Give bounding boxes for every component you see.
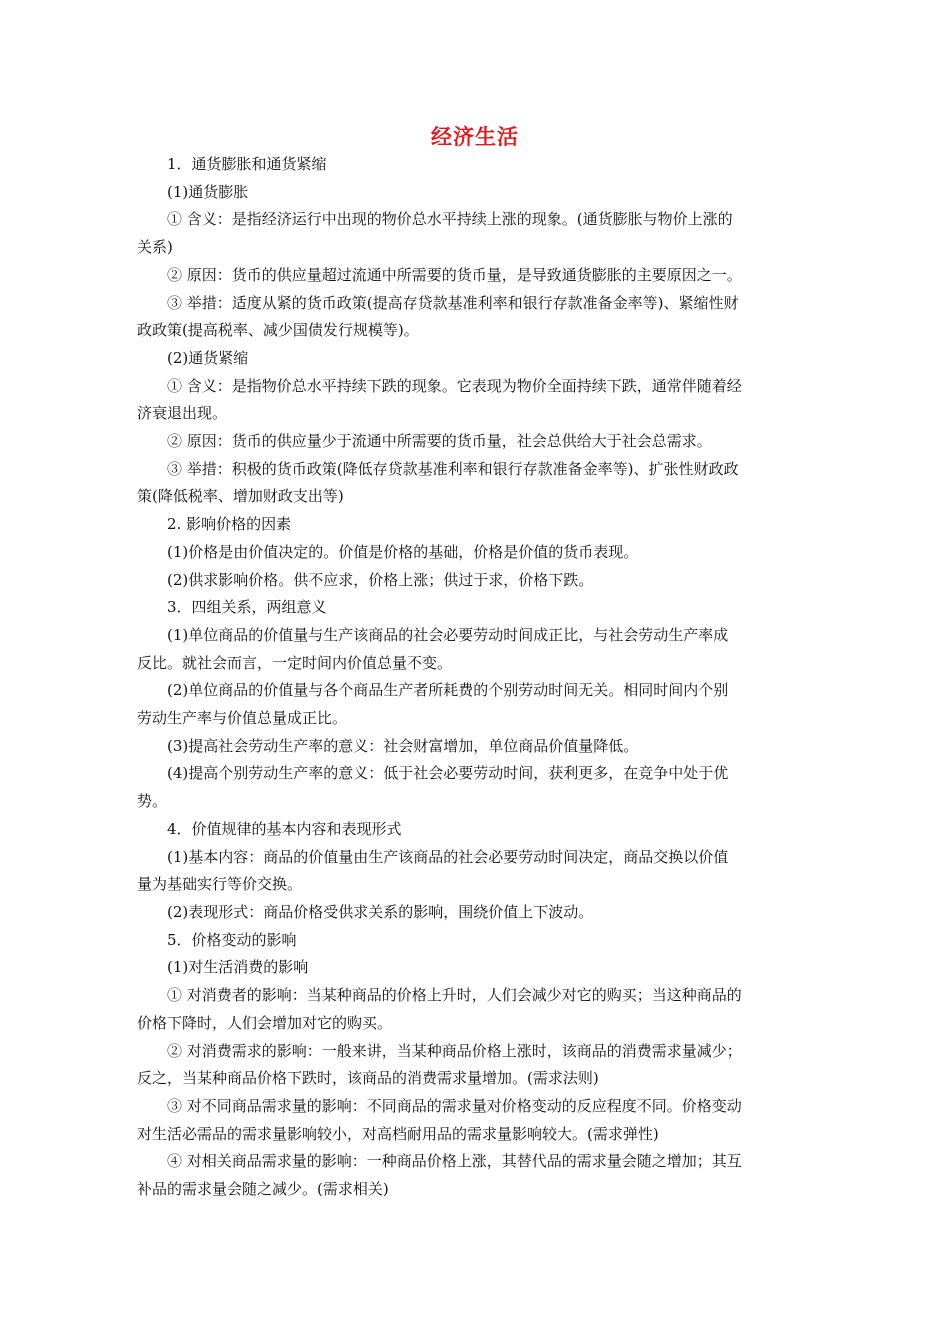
text-line: ③ 举措：适度从紧的货币政策(提高存贷款基准利率和银行存款准备金率等)、紧缩性财 — [167, 293, 739, 312]
text-line: (1)单位商品的价值量与生产该商品的社会必要劳动时间成正比，与社会劳动生产率成 — [167, 625, 729, 644]
text-line: (4)提高个别劳动生产率的意义：低于社会必要劳动时间，获利更多，在竞争中处于优 — [167, 764, 729, 783]
text-line: (1)价格是由价值决定的。价值是价格的基础，价格是价值的货币表现。 — [167, 542, 639, 561]
text-line: 劳动生产率与价值总量成正比。 — [137, 709, 348, 728]
text-line: ① 含义：是指经济运行中出现的物价总水平持续上涨的现象。(通货膨胀与物价上涨的 — [167, 210, 733, 229]
text-line: ② 对消费需求的影响：一般来讲，当某种商品价格上涨时，该商品的消费需求量减少； — [167, 1041, 742, 1060]
text-line: 政政策(提高税率、减少国债发行规模等)。 — [137, 321, 419, 340]
text-line: 量为基础实行等价交换。 — [137, 875, 303, 894]
text-line: ① 含义：是指物价总水平持续下跌的现象。它表现为物价全面持续下跌，通常伴随着经 — [167, 376, 742, 395]
text-line: (1)通货膨胀 — [167, 182, 249, 201]
text-line: (1)对生活消费的影响 — [167, 958, 309, 977]
text-line: ③ 举措：积极的货币政策(降低存贷款基准利率和银行存款准备金率等)、扩张性财政政 — [167, 459, 739, 478]
page-title: 经济生活 — [431, 124, 519, 149]
text-line: (1)基本内容：商品的价值量由生产该商品的社会必要劳动时间决定，商品交换以价值 — [167, 847, 729, 866]
text-line: 价格下降时，人们会增加对它的购买。 — [137, 1013, 393, 1032]
text-line: (2)供求影响价格。供不应求，价格上涨；供过于求，价格下跌。 — [167, 570, 594, 589]
text-line: 补品的需求量会随之减少。(需求相关) — [137, 1180, 389, 1199]
text-line: 3．四组关系，两组意义 — [167, 598, 327, 617]
text-line: 4．价值规律的基本内容和表现形式 — [167, 819, 402, 838]
text-line: 对生活必需品的需求量影响较小，对高档耐用品的需求量影响较大。(需求弹性) — [137, 1124, 659, 1143]
text-line: ③ 对不同商品需求量的影响：不同商品的需求量对价格变动的反应程度不同。价格变动 — [167, 1096, 742, 1115]
text-line: (2)通货紧缩 — [167, 348, 249, 367]
text-line: (2)表现形式：商品价格受供求关系的影响，围绕价值上下波动。 — [167, 902, 594, 921]
text-line: ② 原因：货币的供应量超过流通中所需要的货币量，是导致通货膨胀的主要原因之一。 — [167, 265, 742, 284]
text-line: 策(降低税率、增加财政支出等) — [137, 487, 344, 506]
text-line: 反比。就社会而言，一定时间内价值总量不变。 — [137, 653, 453, 672]
text-line: 1．通货膨胀和通货紧缩 — [167, 155, 327, 173]
text-line: (2)单位商品的价值量与各个商品生产者所耗费的个别劳动时间无关。相同时间内个别 — [167, 681, 729, 700]
text-line: (3)提高社会劳动生产率的意义：社会财富增加，单位商品价值量降低。 — [167, 736, 639, 755]
text-line: ④ 对相关商品需求量的影响：一种商品价格上涨，其替代品的需求量会随之增加；其互 — [167, 1152, 742, 1171]
text-line: 反之，当某种商品价格下跌时，该商品的消费需求量增加。(需求法则) — [137, 1069, 599, 1088]
text-line: 2. 影响价格的因素 — [167, 515, 292, 534]
text-line: ① 对消费者的影响：当某种商品的价格上升时，人们会减少对它的购买；当这种商品的 — [167, 986, 742, 1005]
text-line: 济衰退出现。 — [137, 404, 228, 423]
text-line: 关系) — [137, 238, 173, 257]
text-line: 5．价格变动的影响 — [167, 930, 297, 949]
text-line: ② 原因：货币的供应量少于流通中所需要的货币量，社会总供给大于社会总需求。 — [167, 432, 712, 451]
text-line: 势。 — [137, 792, 168, 811]
document-body — [137, 151, 817, 1204]
